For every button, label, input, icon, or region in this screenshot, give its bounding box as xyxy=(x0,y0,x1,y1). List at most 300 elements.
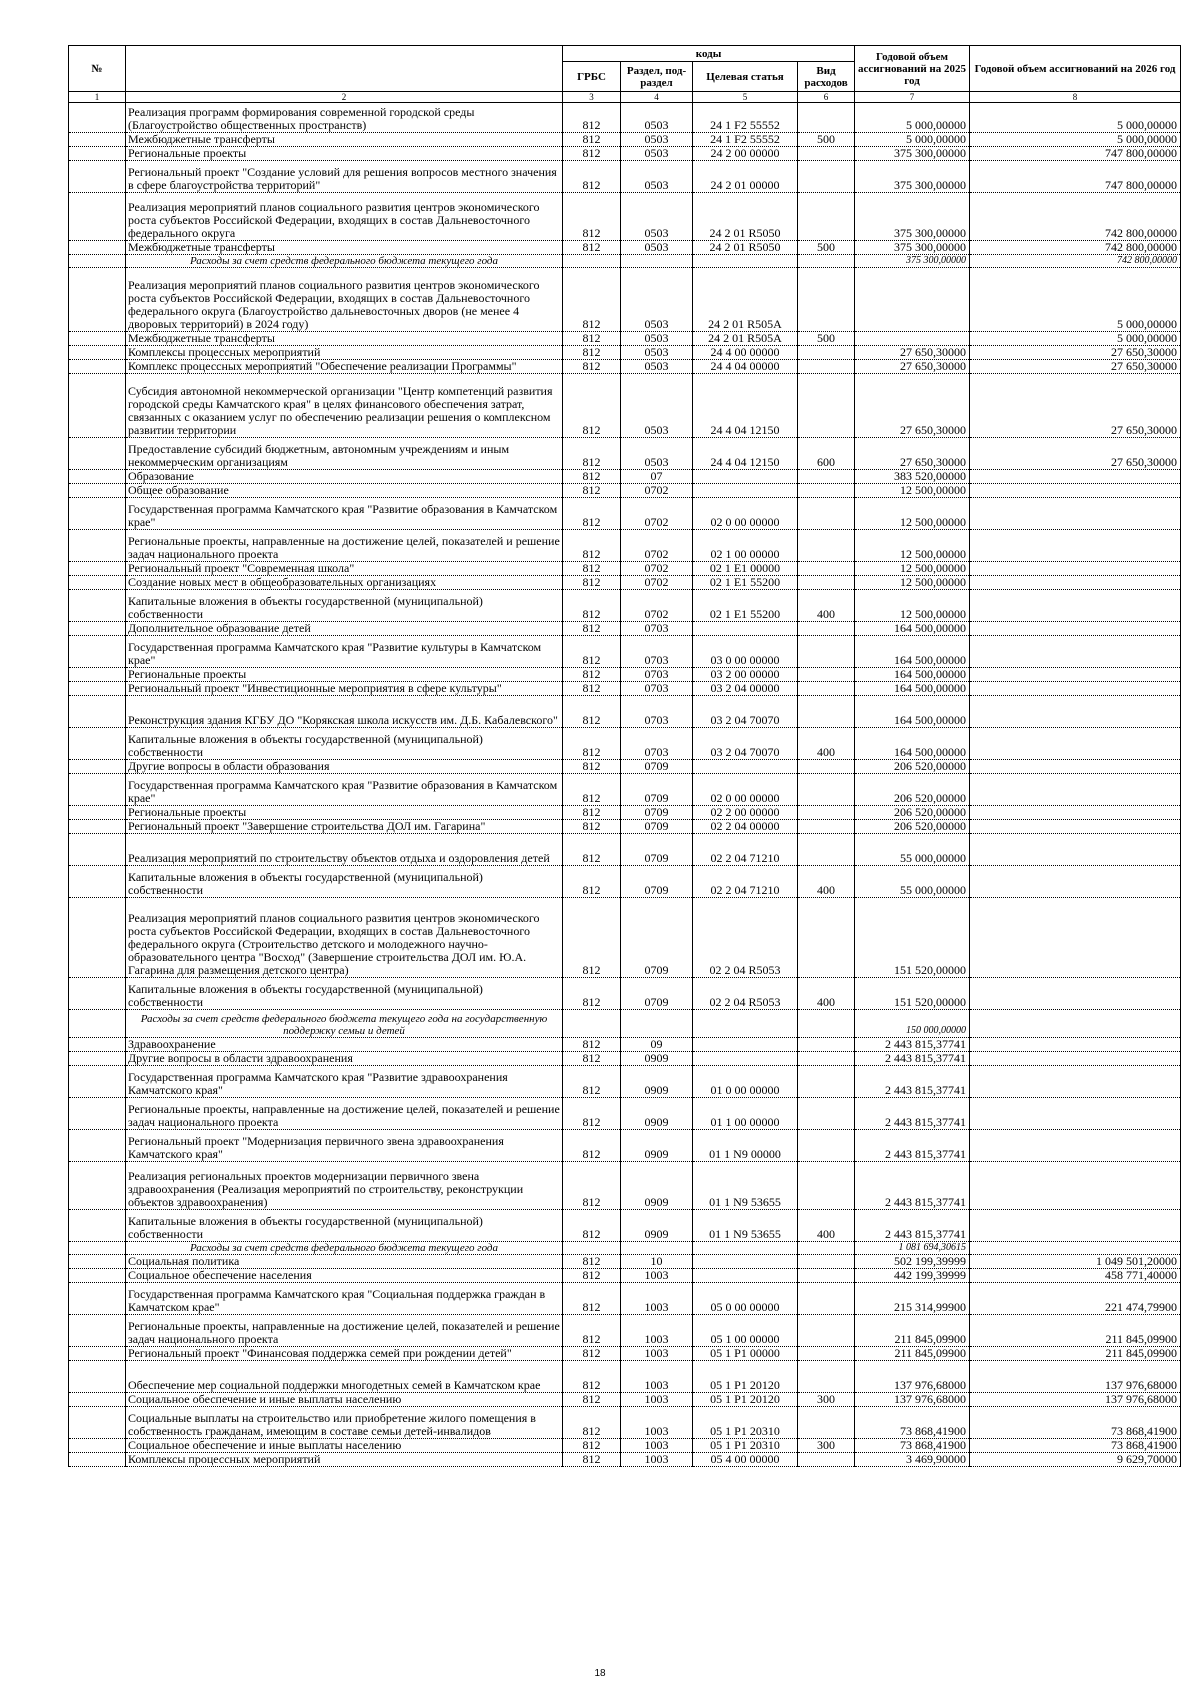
row-section: 0909 xyxy=(621,1210,693,1242)
row-vid xyxy=(798,360,855,374)
row-grbs: 812 xyxy=(563,760,621,774)
header-index: 5 xyxy=(693,92,798,103)
row-amount-2026 xyxy=(970,834,1181,866)
row-num xyxy=(69,1315,126,1347)
row-amount-2026 xyxy=(970,806,1181,820)
row-num xyxy=(69,1210,126,1242)
row-section: 0909 xyxy=(621,1098,693,1130)
row-target: 01 1 00 00000 xyxy=(693,1098,798,1130)
row-amount-2026 xyxy=(970,1066,1181,1098)
table-row xyxy=(69,696,1181,728)
row-section: 0702 xyxy=(621,530,693,562)
row-vid xyxy=(798,1453,855,1467)
row-section: 0709 xyxy=(621,866,693,898)
row-vid: 500 xyxy=(798,133,855,147)
row-amount-2026 xyxy=(970,1010,1181,1038)
table-row xyxy=(69,1255,1181,1269)
row-name: Создание новых мест в общеобразовательных организациях xyxy=(126,576,563,590)
row-num xyxy=(69,1066,126,1098)
row-grbs: 812 xyxy=(563,498,621,530)
row-section: 0709 xyxy=(621,820,693,834)
row-grbs: 812 xyxy=(563,346,621,360)
row-amount-2025: 206 520,00000 xyxy=(855,774,970,806)
row-vid: 500 xyxy=(798,332,855,346)
row-vid xyxy=(798,1255,855,1269)
table-row xyxy=(69,898,1181,978)
row-grbs: 812 xyxy=(563,1439,621,1453)
row-amount-2026 xyxy=(970,696,1181,728)
row-grbs: 812 xyxy=(563,484,621,498)
row-section: 0503 xyxy=(621,438,693,470)
table-row xyxy=(69,241,1181,255)
row-section: 0709 xyxy=(621,760,693,774)
row-target: 24 2 01 R505A xyxy=(693,332,798,346)
table-body xyxy=(69,103,1181,1467)
row-target: 24 2 01 R505A xyxy=(693,268,798,332)
row-num xyxy=(69,484,126,498)
row-amount-2026 xyxy=(970,866,1181,898)
row-num xyxy=(69,1407,126,1439)
row-amount-2025: 73 868,41900 xyxy=(855,1407,970,1439)
row-amount-2026 xyxy=(970,1098,1181,1130)
row-name: Межбюджетные трансферты xyxy=(126,133,563,147)
table-row xyxy=(69,978,1181,1010)
row-num xyxy=(69,668,126,682)
row-name: Региональные проекты xyxy=(126,147,563,161)
row-num xyxy=(69,1162,126,1210)
row-name: Дополнительное образование детей xyxy=(126,622,563,636)
row-num xyxy=(69,1283,126,1315)
row-section: 0503 xyxy=(621,360,693,374)
row-target: 05 1 P1 20310 xyxy=(693,1407,798,1439)
row-amount-2026: 137 976,68000 xyxy=(970,1393,1181,1407)
row-section: 1003 xyxy=(621,1315,693,1347)
row-grbs: 812 xyxy=(563,268,621,332)
row-name: Государственная программа Камчатского края "Развитие образования в Камчатском крае" xyxy=(126,498,563,530)
row-amount-2025: 164 500,00000 xyxy=(855,668,970,682)
row-num xyxy=(69,696,126,728)
row-num xyxy=(69,1098,126,1130)
table-row xyxy=(69,636,1181,668)
row-target: 24 1 F2 55552 xyxy=(693,133,798,147)
row-vid xyxy=(798,161,855,193)
row-amount-2025: 137 976,68000 xyxy=(855,1393,970,1407)
row-grbs: 812 xyxy=(563,1361,621,1393)
row-name: Обеспечение мер социальной поддержки многодетных семей в Камчатском крае xyxy=(126,1361,563,1393)
row-target: 01 0 00 00000 xyxy=(693,1066,798,1098)
table-row xyxy=(69,1407,1181,1439)
row-vid xyxy=(798,668,855,682)
row-grbs: 812 xyxy=(563,193,621,241)
table-row xyxy=(69,1269,1181,1283)
table-row xyxy=(69,1130,1181,1162)
header-index-row xyxy=(69,92,1181,103)
row-name: Региональные проекты xyxy=(126,668,563,682)
row-amount-2025: 12 500,00000 xyxy=(855,484,970,498)
row-section: 1003 xyxy=(621,1269,693,1283)
row-amount-2025: 137 976,68000 xyxy=(855,1361,970,1393)
row-amount-2026 xyxy=(970,774,1181,806)
row-amount-2026 xyxy=(970,636,1181,668)
row-amount-2025: 164 500,00000 xyxy=(855,622,970,636)
row-amount-2026 xyxy=(970,1162,1181,1210)
row-section: 0909 xyxy=(621,1162,693,1210)
header-index: 6 xyxy=(798,92,855,103)
row-section xyxy=(621,255,693,268)
row-section: 0702 xyxy=(621,576,693,590)
row-amount-2026: 221 474,79900 xyxy=(970,1283,1181,1315)
row-vid xyxy=(798,636,855,668)
row-amount-2025: 5 000,00000 xyxy=(855,103,970,133)
row-amount-2025: 211 845,09900 xyxy=(855,1347,970,1361)
table-row xyxy=(69,1393,1181,1407)
row-vid xyxy=(798,1010,855,1038)
row-name: Комплексы процессных мероприятий xyxy=(126,346,563,360)
row-vid xyxy=(798,147,855,161)
row-grbs: 812 xyxy=(563,332,621,346)
row-amount-2026 xyxy=(970,668,1181,682)
row-vid: 400 xyxy=(798,1210,855,1242)
row-grbs: 812 xyxy=(563,622,621,636)
row-name: Государственная программа Камчатского края "Развитие культуры в Камчатском крае" xyxy=(126,636,563,668)
header-2026: Годовой объем ассигнований на 2026 год xyxy=(970,46,1181,92)
row-amount-2025: 12 500,00000 xyxy=(855,590,970,622)
table-row xyxy=(69,438,1181,470)
row-section: 0503 xyxy=(621,133,693,147)
row-section: 1003 xyxy=(621,1347,693,1361)
row-section: 0909 xyxy=(621,1130,693,1162)
row-vid xyxy=(798,898,855,978)
row-amount-2025: 73 868,41900 xyxy=(855,1439,970,1453)
row-name: Другие вопросы в области здравоохранения xyxy=(126,1052,563,1066)
row-grbs: 812 xyxy=(563,898,621,978)
row-target: 24 4 04 00000 xyxy=(693,360,798,374)
row-vid xyxy=(798,834,855,866)
row-target: 24 2 01 R5050 xyxy=(693,193,798,241)
row-vid xyxy=(798,1038,855,1052)
row-section: 0909 xyxy=(621,1066,693,1098)
row-name: Комплексы процессных мероприятий xyxy=(126,1453,563,1467)
row-num xyxy=(69,268,126,332)
row-num xyxy=(69,255,126,268)
row-section xyxy=(621,1242,693,1255)
table-row xyxy=(69,346,1181,360)
row-num xyxy=(69,590,126,622)
row-target xyxy=(693,1269,798,1283)
row-grbs xyxy=(563,1242,621,1255)
row-target: 02 2 04 R5053 xyxy=(693,898,798,978)
row-num xyxy=(69,1453,126,1467)
table-row xyxy=(69,1347,1181,1361)
row-section: 0702 xyxy=(621,590,693,622)
row-name: Образование xyxy=(126,470,563,484)
row-amount-2026 xyxy=(970,576,1181,590)
row-num xyxy=(69,193,126,241)
row-grbs: 812 xyxy=(563,1283,621,1315)
row-amount-2025: 164 500,00000 xyxy=(855,636,970,668)
row-target: 05 1 P1 20120 xyxy=(693,1393,798,1407)
row-num xyxy=(69,622,126,636)
row-name: Расходы за счет средств федерального бюджета текущего года xyxy=(126,255,563,268)
row-target xyxy=(693,622,798,636)
row-grbs: 812 xyxy=(563,1052,621,1066)
row-amount-2025: 375 300,00000 xyxy=(855,161,970,193)
row-target: 05 1 P1 00000 xyxy=(693,1347,798,1361)
row-target xyxy=(693,470,798,484)
row-target: 02 2 04 00000 xyxy=(693,820,798,834)
table-row xyxy=(69,103,1181,133)
row-name: Региональные проекты, направленные на достижение целей, показателей и решение задач национального проекта xyxy=(126,1315,563,1347)
row-amount-2025: 1 081 694,30615 xyxy=(855,1242,970,1255)
row-name: Расходы за счет средств федерального бюджета текущего года на государственную поддержку семьи и детей xyxy=(126,1010,563,1038)
table-row xyxy=(69,1038,1181,1052)
row-section: 0703 xyxy=(621,728,693,760)
row-grbs: 812 xyxy=(563,1393,621,1407)
table-row xyxy=(69,161,1181,193)
row-name: Межбюджетные трансферты xyxy=(126,332,563,346)
row-grbs: 812 xyxy=(563,103,621,133)
table-row xyxy=(69,760,1181,774)
row-grbs: 812 xyxy=(563,1038,621,1052)
row-amount-2026: 5 000,00000 xyxy=(970,268,1181,332)
row-target: 03 2 04 00000 xyxy=(693,682,798,696)
row-vid xyxy=(798,1361,855,1393)
row-vid xyxy=(798,696,855,728)
table-row xyxy=(69,1361,1181,1393)
table-row xyxy=(69,820,1181,834)
row-num xyxy=(69,1052,126,1066)
row-num xyxy=(69,470,126,484)
row-num xyxy=(69,1269,126,1283)
row-vid xyxy=(798,562,855,576)
row-vid xyxy=(798,1315,855,1347)
row-target xyxy=(693,1038,798,1052)
row-grbs: 812 xyxy=(563,1130,621,1162)
row-amount-2025: 55 000,00000 xyxy=(855,866,970,898)
row-grbs: 812 xyxy=(563,636,621,668)
row-section: 0702 xyxy=(621,498,693,530)
header-num: № xyxy=(69,46,126,92)
row-vid xyxy=(798,1052,855,1066)
row-section: 0503 xyxy=(621,147,693,161)
row-target: 02 0 00 00000 xyxy=(693,498,798,530)
row-amount-2025: 27 650,30000 xyxy=(855,438,970,470)
row-amount-2025: 150 000,00000 xyxy=(855,1010,970,1038)
table-row xyxy=(69,470,1181,484)
row-amount-2025: 12 500,00000 xyxy=(855,562,970,576)
row-vid xyxy=(798,530,855,562)
row-num xyxy=(69,636,126,668)
row-num xyxy=(69,820,126,834)
row-grbs: 812 xyxy=(563,682,621,696)
row-amount-2025: 5 000,00000 xyxy=(855,133,970,147)
row-num xyxy=(69,498,126,530)
row-num xyxy=(69,1361,126,1393)
row-amount-2026 xyxy=(970,530,1181,562)
row-grbs: 812 xyxy=(563,161,621,193)
row-amount-2025: 375 300,00000 xyxy=(855,147,970,161)
row-vid: 600 xyxy=(798,438,855,470)
row-num xyxy=(69,806,126,820)
table-row xyxy=(69,590,1181,622)
row-grbs: 812 xyxy=(563,1162,621,1210)
row-section: 0703 xyxy=(621,636,693,668)
row-section: 0702 xyxy=(621,484,693,498)
row-name: Социальное обеспечение и иные выплаты населению xyxy=(126,1393,563,1407)
row-grbs: 812 xyxy=(563,470,621,484)
table-note-row xyxy=(69,255,1181,268)
row-amount-2025: 2 443 815,37741 xyxy=(855,1038,970,1052)
row-vid xyxy=(798,682,855,696)
row-name: Региональный проект "Современная школа" xyxy=(126,562,563,576)
row-grbs: 812 xyxy=(563,1210,621,1242)
row-vid xyxy=(798,346,855,360)
row-amount-2026: 747 800,00000 xyxy=(970,161,1181,193)
table-row xyxy=(69,866,1181,898)
page-number: 18 xyxy=(594,1668,606,1679)
row-target xyxy=(693,760,798,774)
row-section: 1003 xyxy=(621,1407,693,1439)
row-num xyxy=(69,438,126,470)
row-target: 01 1 N9 53655 xyxy=(693,1210,798,1242)
row-vid xyxy=(798,820,855,834)
table-row xyxy=(69,1453,1181,1467)
row-vid xyxy=(798,374,855,438)
row-target: 02 2 04 R5053 xyxy=(693,978,798,1010)
row-target: 02 2 04 71210 xyxy=(693,866,798,898)
row-amount-2025: 375 300,00000 xyxy=(855,255,970,268)
row-section: 07 xyxy=(621,470,693,484)
row-grbs: 812 xyxy=(563,696,621,728)
row-section: 0709 xyxy=(621,898,693,978)
row-name: Капитальные вложения в объекты государственной (муниципальной) собственности xyxy=(126,1210,563,1242)
table-row xyxy=(69,530,1181,562)
row-section: 0503 xyxy=(621,103,693,133)
row-amount-2026: 27 650,30000 xyxy=(970,438,1181,470)
row-target: 24 4 00 00000 xyxy=(693,346,798,360)
row-section: 09 xyxy=(621,1038,693,1052)
row-target: 01 1 N9 00000 xyxy=(693,1130,798,1162)
row-amount-2026: 211 845,09900 xyxy=(970,1347,1181,1361)
row-name: Государственная программа Камчатского края "Социальная поддержка граждан в Камчатском крае" xyxy=(126,1283,563,1315)
row-grbs: 812 xyxy=(563,668,621,682)
row-section: 1003 xyxy=(621,1439,693,1453)
row-section: 0703 xyxy=(621,682,693,696)
row-amount-2025: 27 650,30000 xyxy=(855,346,970,360)
row-amount-2026 xyxy=(970,820,1181,834)
row-amount-2025: 2 443 815,37741 xyxy=(855,1052,970,1066)
row-grbs: 812 xyxy=(563,1453,621,1467)
table-row xyxy=(69,498,1181,530)
row-grbs: 812 xyxy=(563,774,621,806)
row-num xyxy=(69,760,126,774)
row-grbs: 812 xyxy=(563,241,621,255)
row-target: 24 2 01 00000 xyxy=(693,161,798,193)
row-name: Реконструкция здания КГБУ ДО "Корякская школа искусств им. Д.Б. Кабалевского" xyxy=(126,696,563,728)
row-target: 24 2 00 00000 xyxy=(693,147,798,161)
row-name: Региональный проект "Модернизация первичного звена здравоохранения Камчатского края" xyxy=(126,1130,563,1162)
row-name: Социальные выплаты на строительство или приобретение жилого помещения в собственность гражданам, имеющим в составе семьи детей-инвалидов xyxy=(126,1407,563,1439)
row-name: Реализация региональных проектов модернизации первичного звена здравоохранения (Реализация мероприятий по строительству, реконструкции объектов здравоохранения) xyxy=(126,1162,563,1210)
row-num xyxy=(69,1439,126,1453)
row-num xyxy=(69,576,126,590)
row-amount-2025: 2 443 815,37741 xyxy=(855,1098,970,1130)
row-num xyxy=(69,978,126,1010)
row-vid: 400 xyxy=(798,728,855,760)
row-section: 0703 xyxy=(621,622,693,636)
row-section: 0703 xyxy=(621,696,693,728)
row-name: Общее образование xyxy=(126,484,563,498)
row-amount-2026 xyxy=(970,1038,1181,1052)
row-name: Другие вопросы в области образования xyxy=(126,760,563,774)
table-row xyxy=(69,268,1181,332)
row-section: 0709 xyxy=(621,774,693,806)
row-num xyxy=(69,834,126,866)
row-amount-2026 xyxy=(970,562,1181,576)
row-num xyxy=(69,728,126,760)
row-name: Региональные проекты, направленные на достижение целей, показателей и решение задач национального проекта xyxy=(126,530,563,562)
row-amount-2026: 5 000,00000 xyxy=(970,332,1181,346)
row-amount-2025: 164 500,00000 xyxy=(855,728,970,760)
row-amount-2025: 375 300,00000 xyxy=(855,193,970,241)
row-section: 0709 xyxy=(621,978,693,1010)
row-vid xyxy=(798,484,855,498)
row-vid xyxy=(798,498,855,530)
row-grbs: 812 xyxy=(563,590,621,622)
row-grbs: 812 xyxy=(563,438,621,470)
row-amount-2026: 73 868,41900 xyxy=(970,1439,1181,1453)
row-amount-2026 xyxy=(970,1210,1181,1242)
table-row xyxy=(69,374,1181,438)
table-row xyxy=(69,332,1181,346)
row-amount-2025: 206 520,00000 xyxy=(855,760,970,774)
row-vid xyxy=(798,1269,855,1283)
row-name: Капитальные вложения в объекты государственной (муниципальной) собственности xyxy=(126,590,563,622)
row-amount-2026: 27 650,30000 xyxy=(970,360,1181,374)
row-amount-2025: 2 443 815,37741 xyxy=(855,1066,970,1098)
table-row xyxy=(69,576,1181,590)
header-grbs: ГРБС xyxy=(563,62,621,92)
row-section: 0503 xyxy=(621,241,693,255)
row-name: Капитальные вложения в объекты государственной (муниципальной) собственности xyxy=(126,728,563,760)
row-amount-2025: 164 500,00000 xyxy=(855,696,970,728)
row-vid: 400 xyxy=(798,978,855,1010)
table-row xyxy=(69,1439,1181,1453)
row-vid xyxy=(798,470,855,484)
row-amount-2026 xyxy=(970,1130,1181,1162)
row-name: Здравоохранение xyxy=(126,1038,563,1052)
row-num xyxy=(69,682,126,696)
row-grbs: 812 xyxy=(563,978,621,1010)
row-amount-2025 xyxy=(855,332,970,346)
row-amount-2025: 2 443 815,37741 xyxy=(855,1162,970,1210)
row-amount-2025: 375 300,00000 xyxy=(855,241,970,255)
row-name: Региональный проект "Создание условий для решения вопросов местного значения в сфере благоустройства территорий" xyxy=(126,161,563,193)
row-grbs: 812 xyxy=(563,806,621,820)
row-name: Государственная программа Камчатского края "Развитие образования в Камчатском крае" xyxy=(126,774,563,806)
row-vid: 300 xyxy=(798,1439,855,1453)
row-grbs: 812 xyxy=(563,530,621,562)
row-grbs xyxy=(563,1010,621,1038)
row-grbs: 812 xyxy=(563,1255,621,1269)
row-grbs: 812 xyxy=(563,1098,621,1130)
budget-table xyxy=(68,45,1181,1467)
row-amount-2025: 151 520,00000 xyxy=(855,898,970,978)
row-amount-2026: 742 800,00000 xyxy=(970,193,1181,241)
row-name: Региональный проект "Финансовая поддержка семей при рождении детей" xyxy=(126,1347,563,1361)
row-target: 03 2 04 70070 xyxy=(693,696,798,728)
table-row xyxy=(69,360,1181,374)
